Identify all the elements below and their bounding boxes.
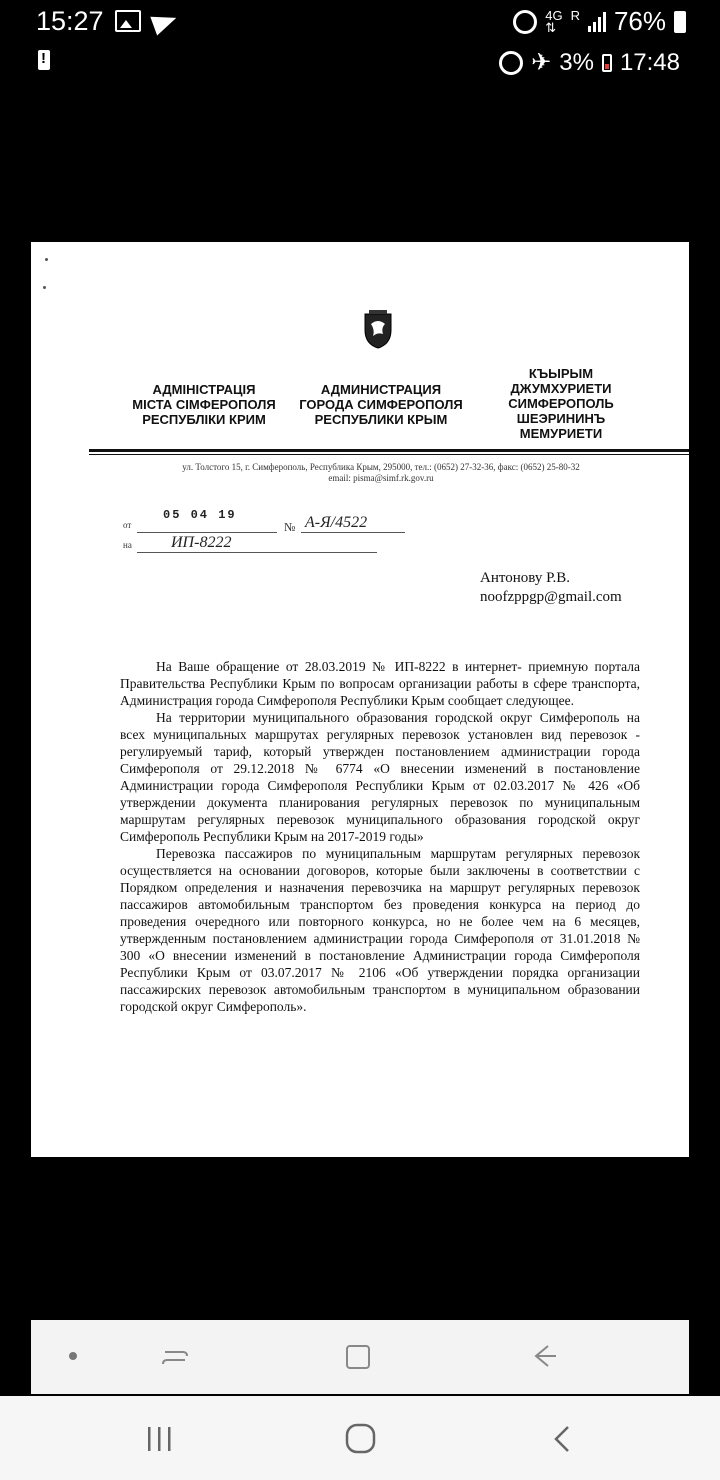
battery-icon: [674, 11, 686, 33]
header-crimean-tatar: КЪЫРЫМ ДЖУМХУРИЕТИ СИМФЕРОПОЛЬ ШЕЭРИНИНЪ МЕМУРИЕТИ: [508, 366, 614, 441]
gallery-toolbar: [31, 1320, 689, 1394]
recents-icon[interactable]: [159, 1342, 191, 1372]
reg-date: 05 04 19: [163, 508, 237, 522]
roaming-indicator: R: [570, 7, 580, 23]
home-icon[interactable]: [344, 1422, 378, 1456]
back-arrow-icon[interactable]: [528, 1342, 560, 1372]
reg-number-line: [301, 532, 405, 533]
status-bar: [0, 0, 720, 90]
square-home-icon[interactable]: [343, 1342, 375, 1374]
recipient-block: [480, 569, 622, 607]
telegram-notification-icon: [150, 8, 179, 35]
low-battery-icon: [38, 50, 50, 70]
crimea-emblem-icon: [361, 310, 395, 350]
battery-percent: 76%: [613, 6, 666, 36]
dot-icon[interactable]: [69, 1352, 77, 1360]
header-rule: [89, 449, 689, 452]
sub-battery-icon: [602, 54, 612, 72]
signal-strength-icon: [588, 12, 606, 32]
reg-on-label: на: [123, 540, 132, 550]
reg-no-label: №: [284, 520, 296, 534]
address-block: ул. Толстого 15, г. Симферополь, Республика Крым, 295000, тел.: (0652) 27-32-36, факс: (0652) 25-80-32 email: pisma@simf.rk.gov.ru: [182, 462, 580, 483]
scan-speck: [43, 286, 46, 289]
network-type: 4G ⇅: [545, 7, 563, 35]
sub-time: 17:48: [619, 48, 680, 76]
reg-date-line: [137, 532, 277, 533]
scan-speck: [45, 258, 48, 261]
paragraph: Перевозка пассажиров по муниципальным маршрутам регулярных перевозок осуществляется на основании договоров, которые были заключены в соответствии с Порядком определения и назначения перевозчика на маршрут регулярных перевозок пассажиров автомобильным транспортом без проведения конкурса на период до проведения очередного или повторного конкурса, но не более чем на 6 месяцев, утвержденным постановлением администрации города Симферополя от 31.01.2018 № 300 «О внесении изменений в постановление Администрации города Симферополя Республики Крым от 03.07.2017 № 2106 «Об утверждении порядка организации пассажирских перевозок автомобильным транспортом в муниципальном образовании городской округ Симферополь».: [120, 846, 640, 1014]
system-navigation-bar: [0, 1396, 720, 1480]
paragraph: На территории муниципального образования городской округ Симферополь на всех муниципальных маршрутах регулярных перевозок установлен вид перевозок - регулируемый тариф, который утвержден постановлением администрации города Симферополя от 29.12.2018 № 6774 «О внесении изменений в постановление Администрации города Симферополя Республики Крым от 02.03.2017 № 426 «Об утверждении документа планирования регулярных перевозок по муниципальным маршрутам регулярных перевозок муниципального образования городской округ Симферополь Республики Крым на 2017-2019 годы»: [120, 710, 640, 844]
recipient-email: noofzppgp@gmail.com: [480, 589, 622, 605]
reg-number: А-Я/4522: [305, 514, 368, 531]
header-rule-thin: [89, 454, 689, 455]
gallery-notification-icon: [115, 10, 141, 32]
back-icon[interactable]: [548, 1424, 578, 1454]
header-ukrainian: АДМІНІСТРАЦІЯ МІСТА СІМФЕРОПОЛЯ РЕСПУБЛІКИ КРИМ: [132, 382, 276, 427]
alarm-icon: [513, 10, 537, 34]
document-image[interactable]: [31, 242, 689, 1157]
sub-battery-percent: 3%: [559, 48, 594, 76]
status-time: 15:27: [36, 6, 104, 36]
letter-body: [120, 658, 640, 1015]
recipient-name: Антонову Р.В.: [480, 570, 571, 586]
airplane-icon: ✈: [531, 49, 552, 76]
alarm-icon-secondary: [499, 51, 523, 75]
paragraph: На Ваше обращение от 28.03.2019 № ИП-8222 в интернет- приемную портала Правительства Республики Крым по вопросам организации работы в сфере транспорта, Администрация города Симферополя Республики Крым сообщает следующее.: [120, 659, 640, 708]
header-russian: АДМИНИСТРАЦИЯ ГОРОДА СИМФЕРОПОЛЯ РЕСПУБЛИКИ КРЫМ: [299, 382, 463, 427]
reg-ref: ИП-8222: [171, 534, 232, 551]
reg-from-label: от: [123, 520, 132, 530]
reg-ref-line: [137, 552, 377, 553]
recent-apps-icon[interactable]: [144, 1424, 176, 1454]
